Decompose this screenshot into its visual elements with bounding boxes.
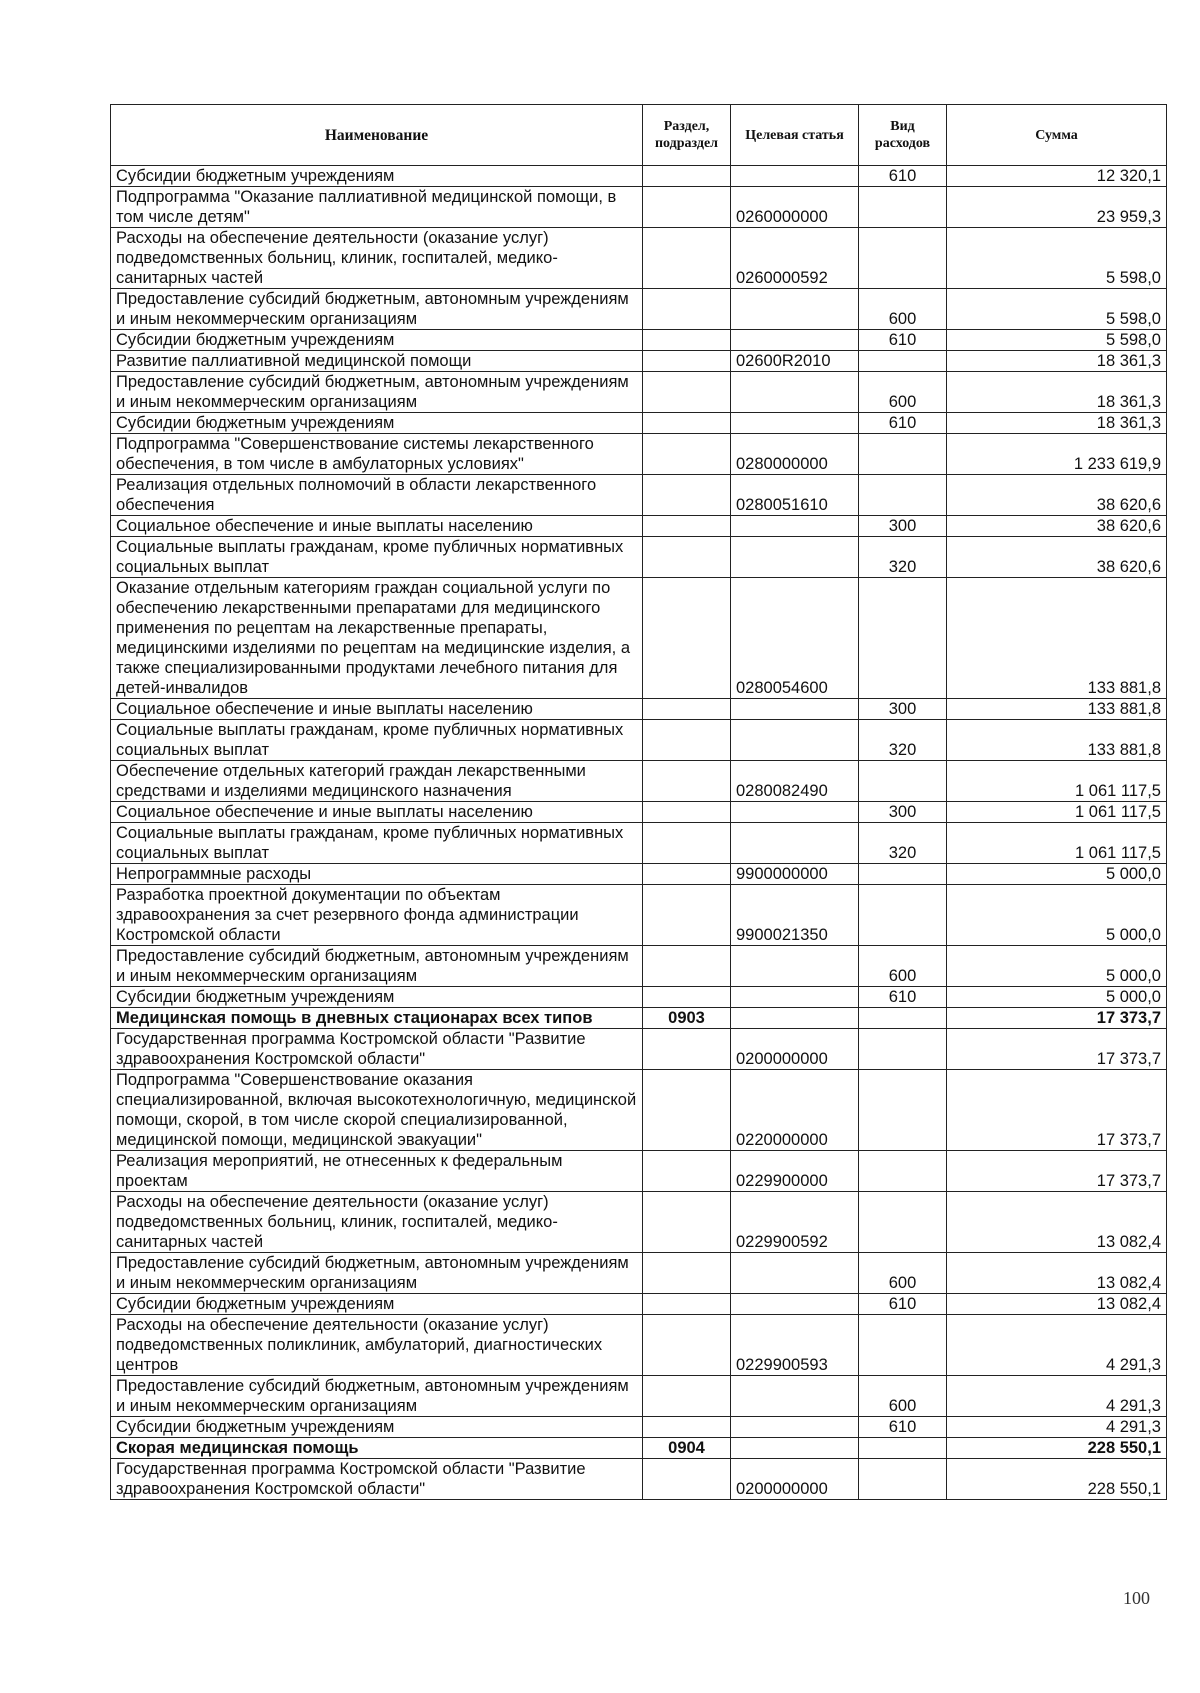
table-row [111,699,1167,720]
table-row [111,1253,1167,1294]
row-article: 0229900592 [731,1192,859,1253]
row-name: Субсидии бюджетным учреждениям [111,330,643,351]
row-article [731,802,859,823]
row-section [643,330,731,351]
row-type [859,1192,947,1253]
row-section [643,1459,731,1500]
row-article [731,699,859,720]
row-name: Расходы на обеспечение деятельности (оказание услуг) подведомственных поликлиник, амбулаторий, диагностических центров [111,1315,643,1376]
row-article [731,516,859,537]
row-sum: 17 373,7 [947,1151,1167,1192]
row-sum: 13 082,4 [947,1294,1167,1315]
row-sum: 4 291,3 [947,1376,1167,1417]
row-name: Реализация мероприятий, не отнесенных к федеральным проектам [111,1151,643,1192]
row-article: 0200000000 [731,1029,859,1070]
row-sum: 38 620,6 [947,537,1167,578]
budget-table [110,104,1167,1500]
row-sum: 4 291,3 [947,1315,1167,1376]
header-section: Раздел, подраздел [643,105,731,166]
row-type: 300 [859,516,947,537]
header-sum: Сумма [947,105,1167,166]
row-article [731,1376,859,1417]
header-name: Наименование [111,105,643,166]
row-article [731,372,859,413]
row-article: 0280082490 [731,761,859,802]
row-name: Расходы на обеспечение деятельности (оказание услуг) подведомственных больниц, клиник, госпиталей, медико-санитарных частей [111,1192,643,1253]
table-row [111,1376,1167,1417]
table-row [111,475,1167,516]
table-row [111,187,1167,228]
row-type: 300 [859,699,947,720]
row-section [643,475,731,516]
row-section [643,720,731,761]
row-section [643,802,731,823]
row-name: Социальные выплаты гражданам, кроме публичных нормативных социальных выплат [111,823,643,864]
table-row-section [111,1008,1167,1029]
row-name: Субсидии бюджетным учреждениям [111,1417,643,1438]
table-row [111,372,1167,413]
table-row [111,720,1167,761]
table-row [111,516,1167,537]
row-article [731,1417,859,1438]
row-name: Социальное обеспечение и иные выплаты населению [111,802,643,823]
row-section: 0903 [643,1008,731,1029]
row-name: Субсидии бюджетным учреждениям [111,987,643,1008]
row-name: Подпрограмма "Совершенствование оказания специализированной, включая высокотехнологичную, медицинской помощи, скорой, в том числе скорой специализированной, медицинской помощи, медицинской эвакуации" [111,1070,643,1151]
row-article: 0280051610 [731,475,859,516]
table-row [111,166,1167,187]
row-sum: 5 000,0 [947,864,1167,885]
row-name: Подпрограмма "Совершенствование системы лекарственного обеспечения, в том числе в амбулаторных условиях" [111,434,643,475]
row-sum: 18 361,3 [947,372,1167,413]
row-type [859,1008,947,1029]
row-section [643,1192,731,1253]
row-name: Предоставление субсидий бюджетным, автономным учреждениям и иным некоммерческим организациям [111,372,643,413]
table-row [111,1294,1167,1315]
row-section [643,187,731,228]
row-section [643,289,731,330]
row-type [859,228,947,289]
row-type [859,1459,947,1500]
row-sum: 5 000,0 [947,946,1167,987]
row-name: Социальные выплаты гражданам, кроме публичных нормативных социальных выплат [111,537,643,578]
row-article [731,1438,859,1459]
row-article: 0280000000 [731,434,859,475]
row-article: 0229900593 [731,1315,859,1376]
row-type: 320 [859,823,947,864]
row-type [859,1151,947,1192]
row-sum: 38 620,6 [947,516,1167,537]
row-type: 600 [859,946,947,987]
row-type: 300 [859,802,947,823]
row-sum: 4 291,3 [947,1417,1167,1438]
row-article [731,330,859,351]
row-section [643,699,731,720]
row-section [643,1070,731,1151]
row-name: Государственная программа Костромской области "Развитие здравоохранения Костромской области" [111,1459,643,1500]
row-article [731,987,859,1008]
row-name: Обеспечение отдельных категорий граждан лекарственными средствами и изделиями медицинского назначения [111,761,643,802]
row-sum: 17 373,7 [947,1029,1167,1070]
row-article [731,823,859,864]
row-type [859,351,947,372]
row-section [643,1253,731,1294]
row-sum: 12 320,1 [947,166,1167,187]
table-row [111,823,1167,864]
table-row [111,578,1167,699]
table-body [111,166,1167,1500]
row-type [859,1438,947,1459]
row-section [643,516,731,537]
row-sum: 228 550,1 [947,1459,1167,1500]
header-article: Целевая статья [731,105,859,166]
row-section [643,578,731,699]
row-sum: 1 061 117,5 [947,802,1167,823]
table-row-section [111,1438,1167,1459]
table-row [111,1417,1167,1438]
table-row [111,434,1167,475]
row-type [859,187,947,228]
row-section [643,372,731,413]
row-name: Предоставление субсидий бюджетным, автономным учреждениям и иным некоммерческим организациям [111,1376,643,1417]
row-type: 610 [859,987,947,1008]
row-type: 610 [859,1417,947,1438]
row-name: Предоставление субсидий бюджетным, автономным учреждениям и иным некоммерческим организациям [111,1253,643,1294]
row-section [643,166,731,187]
row-name: Скорая медицинская помощь [111,1438,643,1459]
row-type [859,1315,947,1376]
row-name: Развитие паллиативной медицинской помощи [111,351,643,372]
row-section [643,1376,731,1417]
row-type [859,885,947,946]
row-section [643,537,731,578]
row-name: Государственная программа Костромской области "Развитие здравоохранения Костромской области" [111,1029,643,1070]
row-type [859,475,947,516]
table-row [111,864,1167,885]
table-row [111,413,1167,434]
row-section [643,1294,731,1315]
table-row [111,1029,1167,1070]
row-name: Субсидии бюджетным учреждениям [111,166,643,187]
row-section [643,864,731,885]
row-sum: 1 233 619,9 [947,434,1167,475]
row-sum: 18 361,3 [947,351,1167,372]
row-section [643,413,731,434]
table-row [111,1151,1167,1192]
row-sum: 133 881,8 [947,578,1167,699]
row-type [859,864,947,885]
row-article [731,720,859,761]
table-row [111,885,1167,946]
row-sum: 17 373,7 [947,1008,1167,1029]
row-name: Социальное обеспечение и иные выплаты населению [111,699,643,720]
row-type: 610 [859,1294,947,1315]
row-article: 0220000000 [731,1070,859,1151]
row-section [643,434,731,475]
row-sum: 18 361,3 [947,413,1167,434]
row-type: 610 [859,330,947,351]
table-row [111,228,1167,289]
table-header-row [111,105,1167,166]
row-article: 0260000592 [731,228,859,289]
row-article: 9900021350 [731,885,859,946]
row-type [859,1070,947,1151]
row-article [731,1008,859,1029]
row-type: 600 [859,1253,947,1294]
row-sum: 133 881,8 [947,720,1167,761]
row-name: Подпрограмма "Оказание паллиативной медицинской помощи, в том числе детям" [111,187,643,228]
row-sum: 5 000,0 [947,987,1167,1008]
row-article: 0200000000 [731,1459,859,1500]
header-type: Вид расходов [859,105,947,166]
row-section [643,228,731,289]
row-article: 0260000000 [731,187,859,228]
row-sum: 5 598,0 [947,330,1167,351]
row-type [859,434,947,475]
row-article: 0229900000 [731,1151,859,1192]
table-row [111,537,1167,578]
row-sum: 13 082,4 [947,1253,1167,1294]
row-sum: 228 550,1 [947,1438,1167,1459]
row-article: 9900000000 [731,864,859,885]
row-article [731,1294,859,1315]
row-article [731,537,859,578]
row-type: 610 [859,166,947,187]
row-name: Социальные выплаты гражданам, кроме публичных нормативных социальных выплат [111,720,643,761]
row-type [859,1029,947,1070]
row-section [643,987,731,1008]
table-row [111,1192,1167,1253]
row-type: 600 [859,372,947,413]
table-row [111,351,1167,372]
row-article [731,413,859,434]
row-name: Предоставление субсидий бюджетным, автономным учреждениям и иным некоммерческим организациям [111,289,643,330]
row-sum: 5 598,0 [947,228,1167,289]
table-row [111,802,1167,823]
row-name: Реализация отдельных полномочий в области лекарственного обеспечения [111,475,643,516]
row-type [859,761,947,802]
row-article [731,289,859,330]
row-article [731,166,859,187]
row-section [643,1417,731,1438]
row-section [643,351,731,372]
table-row [111,987,1167,1008]
row-article [731,946,859,987]
row-type: 600 [859,1376,947,1417]
row-section [643,885,731,946]
table-row [111,1070,1167,1151]
table-row [111,946,1167,987]
row-sum: 38 620,6 [947,475,1167,516]
row-type: 320 [859,720,947,761]
row-article: 0280054600 [731,578,859,699]
page-number: 100 [1123,1588,1150,1608]
row-sum: 1 061 117,5 [947,761,1167,802]
row-section [643,946,731,987]
table-row [111,1315,1167,1376]
row-name: Непрограммные расходы [111,864,643,885]
table-row [111,1459,1167,1500]
row-sum: 17 373,7 [947,1070,1167,1151]
row-name: Разработка проектной документации по объектам здравоохранения за счет резервного фонда администрации Костромской области [111,885,643,946]
row-section [643,1315,731,1376]
row-type: 610 [859,413,947,434]
row-sum: 23 959,3 [947,187,1167,228]
row-name: Расходы на обеспечение деятельности (оказание услуг) подведомственных больниц, клиник, госпиталей, медико-санитарных частей [111,228,643,289]
row-sum: 13 082,4 [947,1192,1167,1253]
row-sum: 5 598,0 [947,289,1167,330]
row-type: 600 [859,289,947,330]
row-sum: 1 061 117,5 [947,823,1167,864]
row-sum: 133 881,8 [947,699,1167,720]
row-type: 320 [859,537,947,578]
row-name: Предоставление субсидий бюджетным, автономным учреждениям и иным некоммерческим организациям [111,946,643,987]
row-section [643,823,731,864]
row-article: 02600R2010 [731,351,859,372]
row-name: Оказание отдельным категориям граждан социальной услуги по обеспечению лекарственными препаратами для медицинского применения по рецептам на лекарственные препараты, медицинскими изделиями по рецептам на медицинские изделия, а также специализированными продуктами лечебного питания для детей-инвалидов [111,578,643,699]
row-name: Субсидии бюджетным учреждениям [111,1294,643,1315]
row-name: Субсидии бюджетным учреждениям [111,413,643,434]
row-type [859,578,947,699]
row-section [643,1029,731,1070]
table-row [111,330,1167,351]
row-section [643,761,731,802]
row-sum: 5 000,0 [947,885,1167,946]
row-name: Социальное обеспечение и иные выплаты населению [111,516,643,537]
row-section [643,1151,731,1192]
table-row [111,761,1167,802]
row-article [731,1253,859,1294]
table-row [111,289,1167,330]
row-section: 0904 [643,1438,731,1459]
row-name: Медицинская помощь в дневных стационарах всех типов [111,1008,643,1029]
